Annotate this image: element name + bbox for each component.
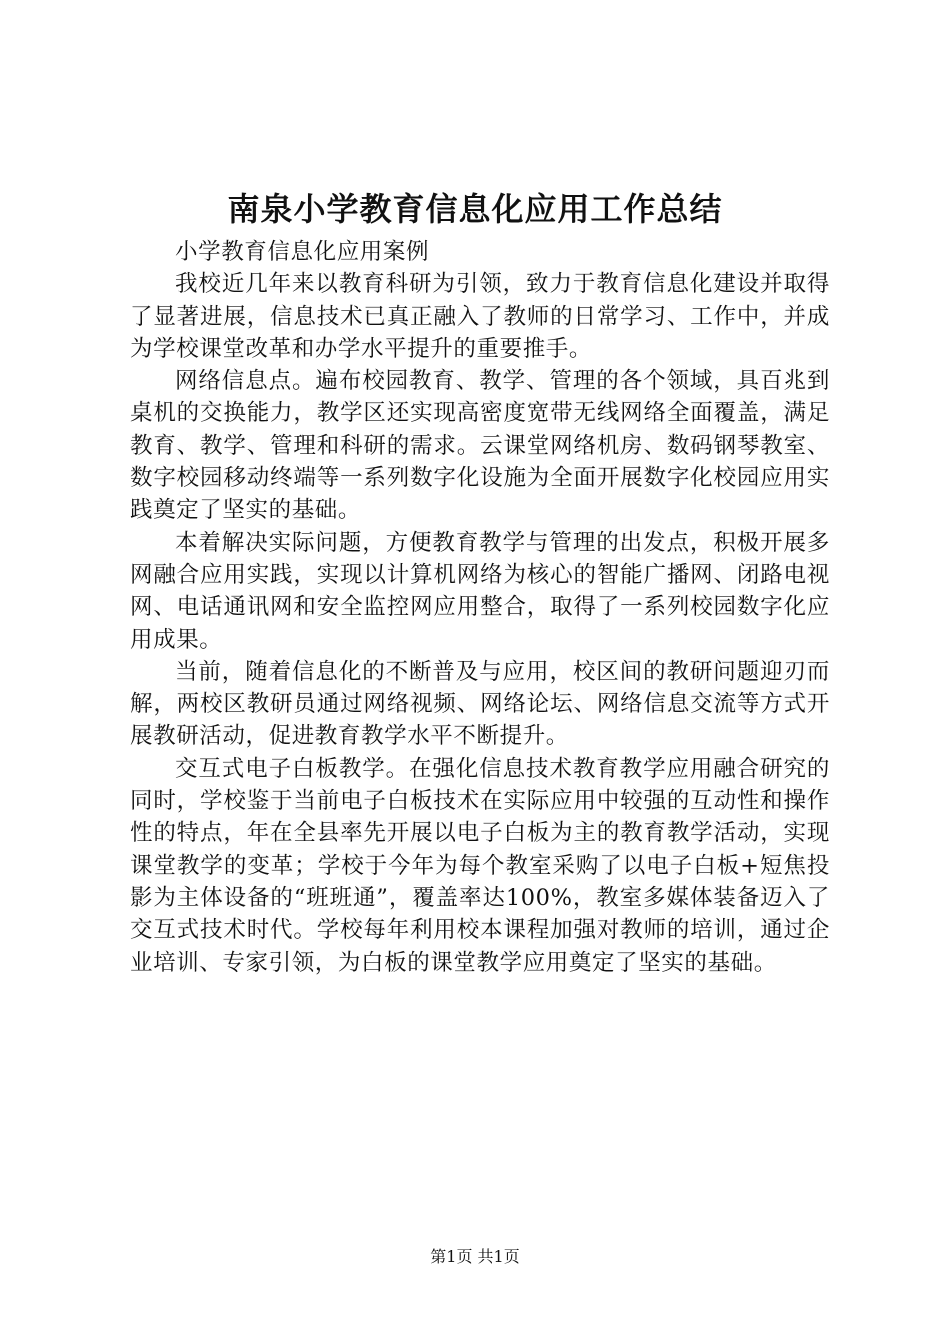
paragraph-teaching-research: 当前，随着信息化的不断普及与应用，校区间的教研问题迎刃而解，两校区教研员通过网络视频、网络论坛、网络信息交流等方式开展教研活动，促进教育教学水平不断提升。	[130, 658, 830, 750]
paragraph-whiteboard: 交互式电子白板教学。在强化信息技术教育教学应用融合研究的同时，学校鉴于当前电子白板技术在实际应用中较强的互动性和操作性的特点，年在全县率先开展以电子白板为主的教育教学活动，实现课堂教学的变革；学校于今年为每个教室采购了以电子白板+短焦投影为主体设备的“班班通”，覆盖率达100%，教室多媒体装备迈入了交互式技术时代。学校每年利用校本课程加强对教师的培训，通过企业培训、专家引领，为白板的课堂教学应用奠定了坚实的基础。	[130, 755, 830, 976]
paragraph-network-points: 网络信息点。遍布校园教育、教学、管理的各个领域，具百兆到桌机的交换能力，教学区还实现高密度宽带无线网络全面覆盖，满足教育、教学、管理和科研的需求。云课堂网络机房、数码钢琴教室、数字校园移动终端等一系列数字化设施为全面开展数字化校园应用实践奠定了坚实的基础。	[130, 368, 830, 524]
paragraph-network-integration: 本着解决实际问题，方便教育教学与管理的出发点，积极开展多网融合应用实践，实现以计算机网络为核心的智能广播网、闭路电视网、电话通讯网和安全监控网应用整合，取得了一系列校园数字化应用成果。	[130, 529, 830, 653]
document-body	[130, 236, 830, 979]
page-footer: 第1页 共1页	[430, 1247, 520, 1266]
paragraph-subtitle: 小学教育信息化应用案例	[175, 239, 430, 265]
document-title: 南泉小学教育信息化应用工作总结	[227, 190, 723, 228]
paragraph-intro: 我校近几年来以教育科研为引领，致力于教育信息化建设并取得了显著进展，信息技术已真正融入了教师的日常学习、工作中，并成为学校课堂改革和办学水平提升的重要推手。	[130, 271, 830, 362]
